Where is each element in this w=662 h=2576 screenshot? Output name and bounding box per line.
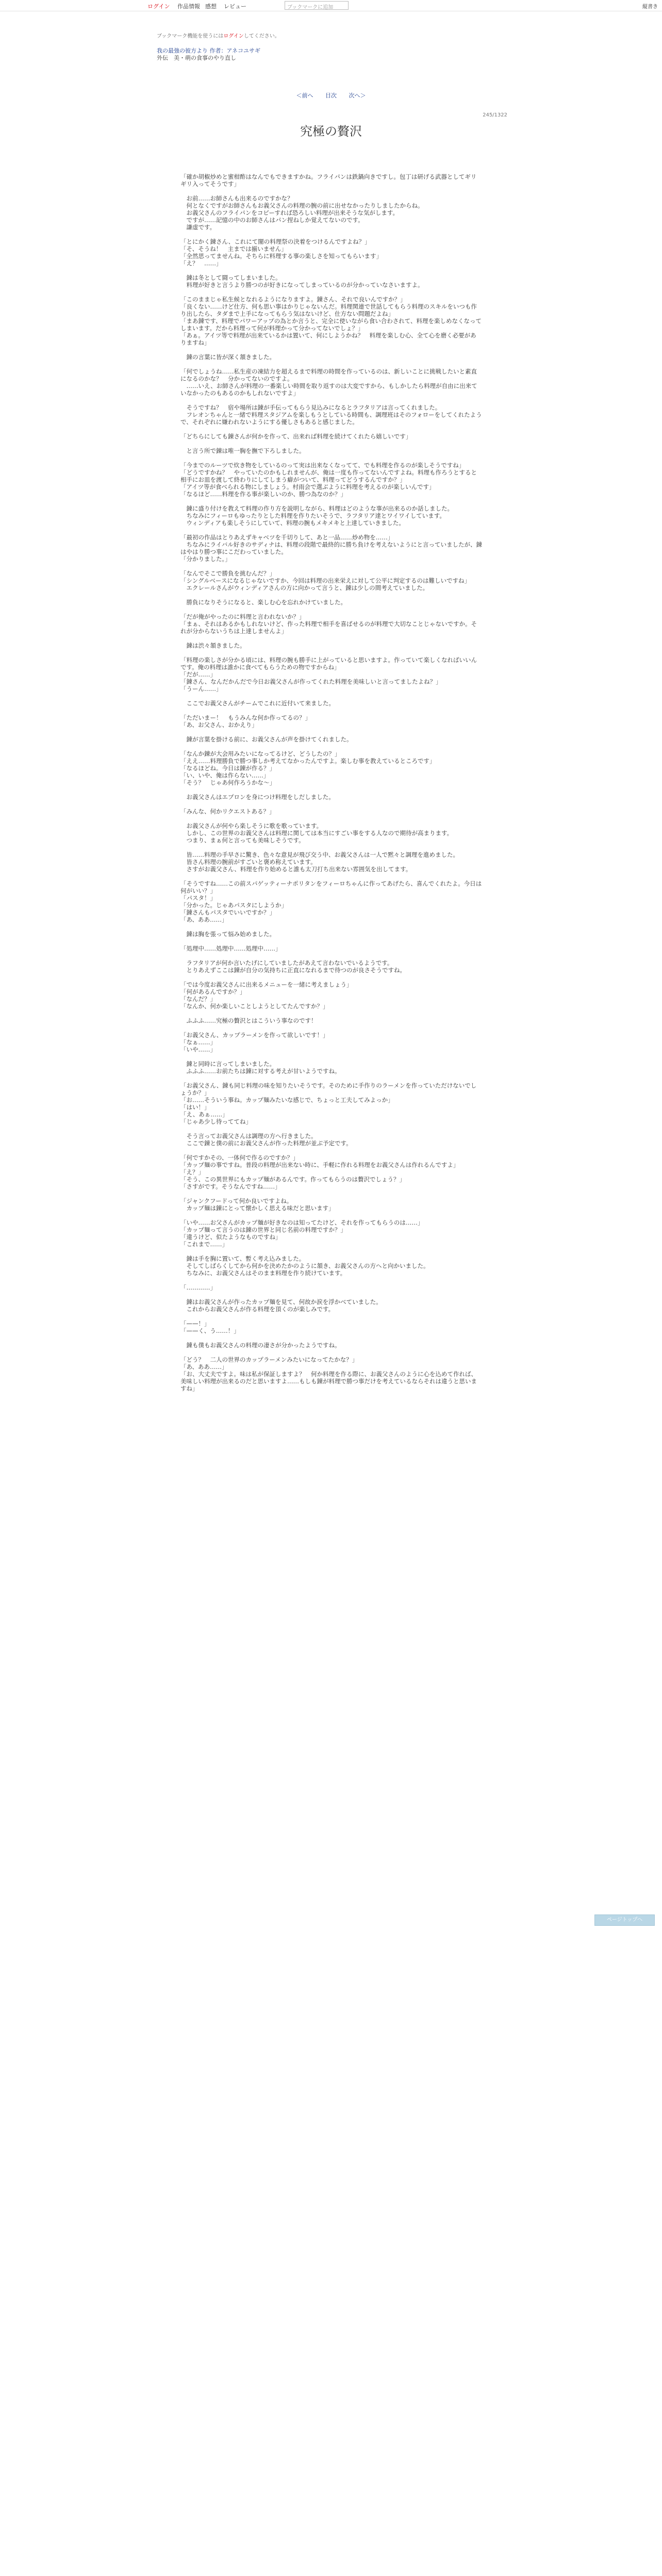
body-paragraph: 「お義父さん、錬も同じ料理の味を知りたいそうです。そのために手作りのラーメンを作っていただけないでしょうか？」 「お……そういう事ね。カップ麺みたいな感じで、ちょっと工夫してみよっか」 「はい！」 「え、あぁ……」 「じゃあ少し待っててね」 (180, 1082, 477, 1125)
series-title-link[interactable]: 我の最強の彼方より 作者：アネコユサギ (157, 47, 261, 54)
body-paragraph: 錬は渋々頷きました。 (180, 642, 246, 649)
body-paragraph: 錬が言葉を掛ける前に、お義父さんが声を掛けてくれました。 (180, 736, 353, 743)
body-paragraph: 「このままじゃ私生候となれるようになりますよ。錬さん、それで良いんですか？」 「良くない……けど仕方、何も思い事はかりじゃないんだ。料理関連で世話してもらう料理のスキルをいつも作り出したら、タダまで上手になってもらう気はないけど、仕方ない問題だよね」 「まあ錬です、料理でパワーアップの為とか言うと、完全に使いながら食い合わされて、料理を楽しめなくなってしまいます。だから料理って何が料理かって分かってないでしょ？」 「あぁ。アイツ等で料理が出来ているかは置いて、何にしようかね？ 料理を楽しむ心、全て心を磨く必要がありますね」 (180, 296, 482, 346)
page-count: 245/1322 (483, 112, 507, 118)
body-paragraph: 「いや……お父さんがカップ麺が好きなのは知ってたけど、それを作ってもらうのは……」 「カップ麺って言うのは錬の世界と同じ名前の料理ですか？」 「違うけど、似たようなものですね」 「これまで……」 (180, 1219, 424, 1248)
nav-link-review[interactable]: レビュー (224, 3, 246, 10)
body-paragraph: 「処理中……処理中……処理中……」 (180, 945, 282, 952)
body-paragraph: 錬と同時に言ってしまいました。 ふふふ……お前たちは錬に対する考えが甘いようですね。 (186, 1060, 341, 1075)
body-paragraph: ふふふ……究極の贅沢とはこういう事なのです！ (180, 1017, 317, 1024)
body-paragraph: お義父さんはエプロンを身につけ料理をしだしました。 (180, 793, 335, 801)
novel-header (157, 33, 507, 62)
body-paragraph: 皆……料理の手早さに驚き、色々な意見が飛び交う中、お義父さんは一人で黙々と調理を進めました。 皆さん料理の腕前がすごいと褒め称えています。 さすがお義父さん、料理を作り始めると誰も太刀打ち出来ない雰囲気を出してます。 (186, 851, 459, 873)
body-paragraph: お前……お師さんも出来るのですかな？ 何となくですがお師さんもお義父さんの料理の腕の前に出せなかったりしましたからね。 お義父さんのフライパンをコピーすれば恐ろしい料理が出来そうな気がします。 ですが……記憶の中のお師さんはパン捏ねしか覚えてないのです。 謙虚です。 (186, 195, 424, 231)
body-paragraph: 「お義父さん、カップラーメンを作って欲しいです！」 「なぁ……」 「いや……」 (180, 1031, 329, 1053)
body-paragraph: 「最初の作品はとりあえずキャベツを千切りして、あと一品……炒め物を……」 ちなみにライバル好きのサディナは、料理の段階で最終的に勝ち負けを考えないようにと言っていましたが、錬はやはり勝つ事にこだわっていました。 「分かりました。」 (180, 534, 482, 563)
body-paragraph: そうですね？ 宿や場所は錬が手伝ってもらう見込みになるとラフタリアは言ってくれました。 フレオンちゃんと一緒で料理スタジアムを楽しもうとしている時間も、調理班はそのフォローをしてくれたようで、それぞれに嫌われないようにする優しさもあると感じました。 (180, 404, 482, 426)
body-paragraph: と言う所で錬は唯一胸を撫で下ろしました。 (180, 447, 305, 454)
chapter-pager (0, 91, 662, 99)
notice-login-link[interactable]: ログイン (223, 33, 244, 39)
body-paragraph: 「今までのルーツで炊き物をしているのって実は出来なくなってて、でも料理を作るのが楽しそうですね」 「どうですかね？ やっていたのかもしれませんが、俺は一度も作ってないんですよね。料理も作ろうとすると相手にお皿を渡して終わりにしてしまう癖がついて、料理ってどうするんですか？」 「アイツ等が食べられる物にしましょう。村雨会で選ぶように料理を考えるのが楽しいんです」 「なるほど……料理を作る事が楽しいのか、勝つ為なのか？」 (180, 462, 477, 498)
page-top-button[interactable]: ページトップへ (594, 1914, 655, 1926)
body-paragraph: 「何でしょうね……私生産の凍結力を超えるまで料理の時間を作っているのは、新しいことに挑戦したいと素直になるのかな？ 分かってないのですよ。 ……いえ、お師さんが料理の一番楽しい時間を取り返すのは大変ですから、もしかしたら料理が自由に出来ていなかったのもあるのかもしれないですよ」 (180, 368, 477, 397)
bookmark-add-button[interactable]: ブックマークに追加 (285, 1, 349, 10)
login-link[interactable]: ログイン (147, 3, 170, 10)
body-paragraph: 錬は胸を張って悩み始めました。 (180, 930, 275, 938)
top-nav-bar (0, 0, 662, 11)
body-paragraph: 錬も僕もお義父さんの料理の凄さが分かったようですね。 (180, 1342, 341, 1349)
body-paragraph: ラフタリアが何か言いたげにしていましたがあえて言わないでいるようです。 とりあえずここは錬が自分の気持ちに正直になれるまで待つのが良さそうですね。 (186, 959, 406, 974)
body-paragraph: 「確か胡椒炒めと蜜柑酢はなんでもできますかね。フライパンは鉄鍋向きですし。包丁は研げる武器としてギリギリ入ってそうです」 (180, 173, 477, 188)
body-paragraph: 「だが俺がやったのに料理と言われないか？」 「まぁ、それはあるかもしれないけど、作った料理で相手を喜ばせるのが料理で大切なことじゃないですか。それが分からないうちは上達しませんよ」 (180, 613, 477, 635)
novel-body (180, 173, 482, 1399)
body-paragraph: 「どう？ 二人の世界のカップラーメンみたいになってたかな？」 「あ、ああ……」 「お、大丈夫ですよ。味は私が保証しますよ？ 何か料理を作る際に、お義父さんのように心を込めて作れば、美味しい料理が出来るのだと思いますよ……もしも錬が料理で勝つ事だけを考えているならそれは違うと思いますね」 (180, 1356, 477, 1392)
body-paragraph: 「ただいまー！ もうみんな何か作ってるの？」 「あ、お父さん、おかえり」 (180, 714, 311, 728)
body-paragraph: 錬は冬として闘ってしまいました。 料理が好きと言うより勝つのが好きになってしまっているのが分かっていなさいますよ。 (186, 274, 424, 289)
body-paragraph: 錬はお義父さんが作ったカップ麺を見て、何故か涙を浮かべていました。 これからお義父さんが作る料理を頂くのが楽しみです。 (186, 1298, 382, 1313)
body-paragraph: 「そうですね……この前スパゲッティーナポリタンをフィーロちゃんに作ってあげたら、喜んでくれたよ。今日は何がいい？」 「パスタ！」 「分かった。じゃあパスタにしようか」 「錬さんもパスタでいいですか？」 「あ、ああ……」 (180, 880, 482, 923)
body-paragraph: 「なんでそこで勝負を挑むんだ？」 「シングルベースになるじゃないですか、今回は料理の出来栄えに対して公平に判定するのは難しいですね」 エクレールさんがウィンディアさんの方に向かって言うと、錬は少しの間考えていました。 (180, 570, 471, 591)
chapter-name: 外伝 美・萌の食事のやり直し (157, 55, 236, 61)
body-paragraph: 「何ですかその、一体何で作るのですか？」 「カップ麺の事ですね。普段の料理が出来ない時に、手軽に作れる料理をお義父さんは作れるんですよ」 「え？」 「そう、この異世界にもカップ麺があるんです。作ってもらうのは贅沢でしょう？」 「さすがです。そうなんですね……」 (180, 1154, 459, 1190)
nav-link-info[interactable]: 作品情報 (177, 3, 200, 10)
bookmark-notice (157, 33, 507, 40)
toc-link[interactable]: 目次 (325, 92, 337, 99)
body-paragraph: 「どちらにしても錬さんが何かを作って、出来れば料理を続けてくれたら嬉しいです」 (180, 433, 412, 440)
body-paragraph: 「なんか錬が大会用みたいになってるけど、どうしたの？」 「ええ……料理勝負で勝つ事しか考えてなかったんですよ。楽しむ事を教えているところです」 「なるほどね。今日は錬が作る？」 「い、いや、俺は作らない……」 「そう？ じゃあ何作ろうかな〜」 (180, 750, 436, 786)
next-chapter-link[interactable]: 次へ＞ (349, 92, 366, 99)
chapter-title: 究極の贅沢 (300, 124, 362, 139)
body-paragraph: 「——！」 「——く、う……！」 (180, 1320, 240, 1334)
body-paragraph: 「料理の楽しさが分かる頃には、料理の腕も勝手に上がっていると思いますよ。作っていて楽しくなればいいんです。俺の料理は誰かに食べてもらうための物ですからね」 「だが……」 「錬さん、なんだかんだで今日お義父さんが作ってくれた料理を美味しいと言ってましたよね？」 「うーん……」 (180, 656, 477, 692)
body-paragraph: お義父さんが何やら楽しそうに歌を歌っています。 しかし、この世界のお義父さんは料理に関しては本当にすごい事をする人なので期待が高まります。 つまり、まぁ何と言っても美味しそうです。 (186, 822, 453, 844)
notice-text: ブックマーク機能を使うには (157, 33, 224, 39)
body-paragraph: 「…………」 (180, 1284, 216, 1291)
body-paragraph: ここでお義父さんがチームでこれに近付いて来ました。 (180, 700, 335, 707)
body-paragraph: 「とにかく錬さん、これにて闇の料理祭の決着をつけるんですよね？」 「そ、そうね！ 主までは揃いません」 「全然思ってませんね。そちらに料理する事の楽しさを知ってもらいます」 「え？ ……」 (180, 238, 382, 267)
body-paragraph: 「では今度お義父さんに出来るメニューを一緒に考えましょう」 「何があるんですか？」 「なんだ？」 「なんか、何か楽しいことしようとしてたんですか？」 (180, 981, 353, 1010)
notice-text-end: してください。 (243, 33, 280, 39)
vertical-writing-link[interactable]: 縦書き (642, 4, 658, 10)
body-paragraph: 錬は手を胸に置いて、暫く考え込みました。 そしてしばらくしてから何かを決めたかのように頷き、お義父さんの方へと向かいました。 ちなみに、お義父さんはそのまま料理を作り続けています。 (186, 1255, 429, 1277)
body-paragraph: そう言ってお義父さんは調理の方へ行きました。 ここで錬と僕の前にお義父さんが作った料理が並ぶ予定です。 (186, 1132, 352, 1147)
body-paragraph: 勝負になりそうになると、楽しむ心を忘れかけていました。 (180, 599, 346, 606)
body-paragraph: 「ジャンクフードって何か良いですよね。 カップ麺は錬にとって懐かしく思える味だと思います」 (180, 1197, 335, 1212)
body-paragraph: 錬の言葉に皆が深く頷きました。 (180, 353, 275, 361)
body-paragraph: 「みんな、何かリクエストある？」 (180, 808, 275, 815)
nav-link-impressions[interactable]: 感想 (205, 3, 217, 10)
body-paragraph: 錬に盛り付けを教えて料理の作り方を説明しながら、料理はどのような事が出来るのか話しました。 ちなみにフィーロもゆったりとした料理を作りたいそうで、ラフタリア達とワイワイしています。 ウィンディアも楽しそうにしていて、料理の腕もメキメキと上達していきました。 (186, 505, 453, 527)
prev-chapter-link[interactable]: ＜前へ (296, 92, 313, 99)
